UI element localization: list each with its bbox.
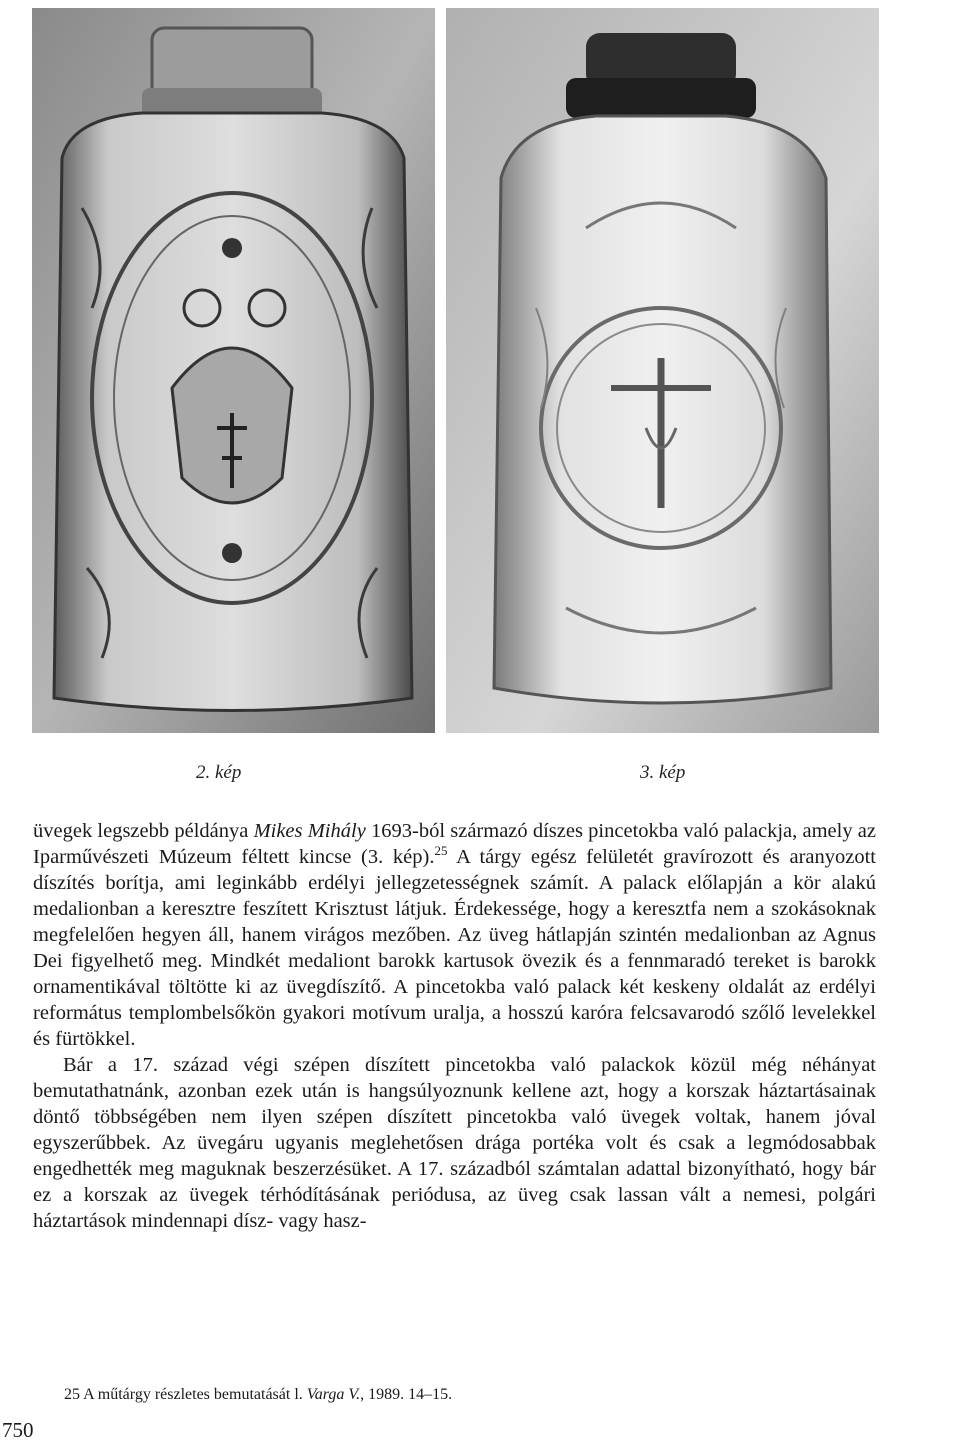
italic-run: Mikes Mihály — [253, 820, 366, 842]
paragraph — [33, 1052, 876, 1234]
text-run: üvegek legszebb példánya — [33, 820, 254, 842]
paragraph — [33, 818, 876, 1052]
figure-2-caption: 2. kép — [196, 762, 242, 783]
figure-3-caption: 3. kép — [640, 762, 686, 783]
figure-2-photo — [32, 8, 435, 733]
text-run: 1693-ból származó díszes pincetokba való palackja, amely az Iparművészeti Múzeum féltett kincse (3. kép). — [33, 820, 876, 868]
flask-image-right — [446, 8, 879, 733]
text-run: A tárgy egész felületét gravírozott és aranyozott díszítés borítja, ami leginkább erdélyi jellegzetességnek számít. A palack előlapján a kör alakú medalionban a keresztre feszített Krisztust látjuk. Érdekessége, hogy a keresztfa nem a szokásoknak megfelelően hegyen áll, hanem virágos mezőben. Az üveg hátlapján szintén medalionban az Agnus Dei figyelhető meg. Mindkét medaliont barokk kartusok övezik és a fennmaradó tereket is barokk ornamentikával töltötte ki az üvegdíszítő. A pincetokba való palack két keskeny oldalát az erdélyi református templombelsőkön gyakori motívum uralja, a hosszú karóra felcsavarodó szőlő levelekkel és fürtökkel. — [33, 846, 876, 1050]
footnote-ref: 25 — [434, 843, 448, 859]
text-run: Bár a 17. század végi szépen díszített pincetokba való palackok közül még néhányat bemutathatnánk, azonban ezek után is hangsúlyoznunk kellene azt, hogy a korszak háztartásainak döntő többségében nem ilyen szépen díszített pincetokba való üvegek voltak, hanem jóval egyszerűbbek. Az üvegáru ugyanis meglehetősen drága portéka volt és csak a legmódosabbak engedhették meg maguknak beszerzésüket. A 17. századból számtalan adattal bizonyítható, hogy bár ez a korszak az üvegek térhódításának periódusa, az üveg csak lassan vált a nemesi, polgári háztartások mindennapi dísz- vagy hasz- — [33, 1054, 876, 1232]
page-number: 750 — [2, 1418, 34, 1442]
footnote-text: 25 A műtárgy részletes bemutatását l. — [64, 1386, 307, 1403]
flask-image-left — [32, 8, 435, 733]
body-text — [33, 818, 876, 1234]
figure-3-photo — [446, 8, 879, 733]
footnote-author: Varga V. — [306, 1386, 361, 1403]
footnote-25 — [64, 1386, 452, 1404]
footnote-citation: , 1989. 14–15. — [360, 1386, 453, 1403]
